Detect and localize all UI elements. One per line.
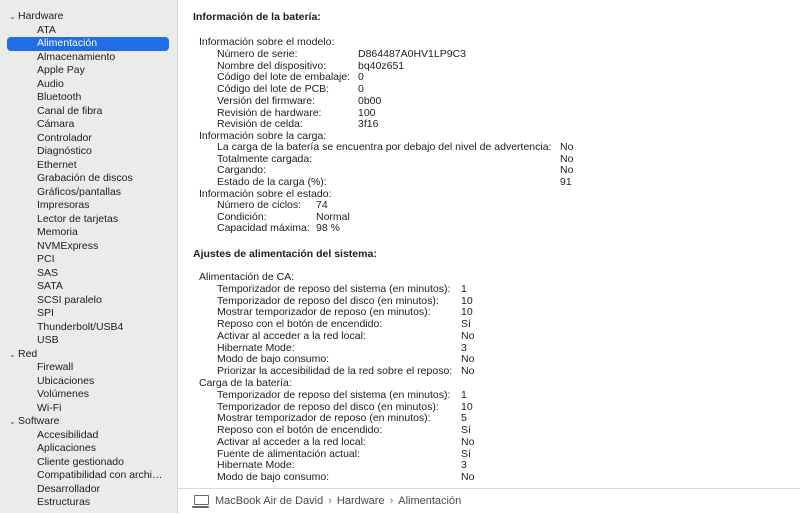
property-value: 1 (461, 283, 467, 295)
property-label: Hibernate Mode: (217, 459, 295, 472)
path-separator: › (328, 495, 332, 507)
property-label: Temporizador de reposo del disco (en minutos): (217, 400, 439, 413)
property-label: Revisión de celda: (217, 118, 303, 131)
sidebar-item[interactable]: Grabación de discos (37, 172, 133, 184)
sidebar-item[interactable]: Cámara (37, 118, 75, 130)
sidebar-item[interactable]: Wi-Fi (37, 401, 62, 414)
property-label: Mostrar temporizador de reposo (en minutos): (217, 306, 431, 319)
path-separator: › (389, 495, 394, 507)
sidebar-group-label: Software (18, 415, 60, 427)
sidebar-item[interactable]: ATA (37, 23, 56, 36)
sidebar-item[interactable]: Alimentación (7, 37, 169, 51)
sidebar-group-software[interactable] (0, 415, 177, 429)
subsection-charge: Información sobre la carga: (199, 130, 327, 142)
sidebar-item[interactable]: SATA (37, 280, 63, 292)
property-value: D864487A0HV1LP9C3 (358, 48, 466, 60)
sidebar-item[interactable]: Gráficos/pantallas (37, 185, 122, 198)
property-label: Modo de bajo consumo: (217, 470, 330, 483)
sidebar-item[interactable]: SPI (37, 307, 54, 319)
property-value: No (461, 353, 475, 366)
sidebar-item[interactable]: Bluetooth (37, 91, 82, 103)
property-value: No (461, 470, 475, 483)
sidebar-item[interactable]: Volúmenes (37, 388, 89, 400)
property-value: 3f16 (358, 118, 379, 131)
property-label: Revisión de hardware: (217, 106, 322, 119)
property-label: Número de ciclos: (217, 199, 302, 211)
sidebar-item[interactable]: PCI (37, 253, 55, 265)
property-label: Fuente de alimentación actual: (217, 447, 361, 460)
property-value: Sí (461, 447, 471, 460)
property-label: Número de serie: (217, 48, 298, 60)
property-value: 98 % (316, 222, 340, 235)
property-value: 1 (461, 389, 467, 401)
property-value: 0 (358, 83, 364, 96)
laptop-icon (194, 495, 209, 505)
property-label: Priorizar la accesibilidad de la red sobre el reposo: (217, 364, 453, 377)
property-value: Normal (316, 210, 350, 223)
property-label: Mostrar temporizador de reposo (en minutos): (217, 412, 431, 425)
chevron-down-icon[interactable]: ⌄ (9, 417, 16, 426)
property-value: 10 (461, 400, 473, 413)
sidebar-list (0, 0, 177, 510)
property-label: Hibernate Mode: (217, 341, 295, 354)
sidebar-item[interactable]: Apple Pay (37, 64, 85, 76)
property-label: Nombre del dispositivo: (217, 59, 327, 72)
sidebar-item[interactable]: SAS (37, 266, 59, 279)
path-item-device[interactable]: MacBook Air de David (215, 495, 324, 507)
property-label: Reposo con el botón de encendido: (217, 318, 383, 331)
section-title-battery: Información de la batería: (193, 11, 321, 23)
sidebar-item[interactable]: Canal de fibra (37, 104, 103, 117)
subsection-model: Información sobre el modelo: (199, 36, 335, 48)
property-value: Sí (461, 318, 471, 331)
sidebar-item[interactable]: Thunderbolt/USB4 (37, 320, 124, 333)
path-bar (178, 488, 800, 514)
property-value: Sí (461, 424, 471, 437)
property-label: Reposo con el botón de encendido: (217, 424, 383, 437)
sidebar-item[interactable]: Ethernet (37, 158, 77, 171)
property-value: bq40z651 (358, 59, 405, 72)
property-label: Condición: (217, 210, 267, 223)
property-label: Versión del firmware: (217, 94, 316, 107)
path-item-category[interactable]: Hardware (336, 495, 385, 507)
sidebar-item[interactable]: USB (37, 334, 59, 346)
property-value: No (560, 164, 574, 177)
property-value: 10 (461, 294, 473, 307)
sidebar-item[interactable]: Firewall (37, 361, 74, 373)
property-value: No (560, 152, 574, 165)
sidebar-item[interactable]: NVMExpress (37, 239, 99, 252)
sidebar-item[interactable]: Ubicaciones (37, 374, 95, 387)
property-value: 0 (358, 71, 364, 84)
property-value: 3 (461, 459, 467, 472)
property-label: Cargando: (217, 164, 267, 177)
property-value: 3 (461, 341, 467, 354)
sidebar-item[interactable]: Lector de tarjetas (37, 212, 119, 225)
property-label: Activar al acceder a la red local: (217, 435, 366, 448)
sidebar-item[interactable]: Memoria (37, 226, 78, 238)
property-label: Estado de la carga (%): (217, 176, 327, 189)
sidebar-item[interactable]: Diagnóstico (37, 145, 92, 157)
property-label: La carga de la batería se encuentra por debajo del nivel de advertencia: (217, 141, 552, 153)
sidebar-group-hardware[interactable] (0, 10, 177, 24)
sidebar-item[interactable]: Cliente gestionado (37, 455, 124, 468)
sidebar-item[interactable]: SCSI paralelo (37, 293, 102, 306)
property-value: No (560, 141, 574, 153)
chevron-down-icon[interactable]: ⌄ (9, 349, 16, 359)
chevron-down-icon[interactable]: ⌄ (9, 12, 16, 21)
section-title-power: Ajustes de alimentación del sistema: (193, 248, 377, 260)
sidebar-item[interactable]: Desarrollador (37, 482, 101, 495)
property-label: Código del lote de embalaje: (217, 71, 351, 84)
property-value: 100 (358, 106, 376, 119)
property-value: 91 (560, 176, 572, 189)
sidebar-group-red[interactable] (0, 348, 177, 362)
property-value: 0b00 (358, 94, 382, 107)
property-label: Modo de bajo consumo: (217, 353, 330, 366)
detail-pane (178, 0, 800, 488)
subsection-battery-power: Carga de la batería: (199, 377, 292, 389)
property-label: Temporizador de reposo del sistema (en minutos): (217, 283, 451, 295)
subsection-status: Información sobre el estado: (199, 188, 332, 200)
sidebar (0, 0, 178, 513)
sidebar-item[interactable]: Impresoras (37, 199, 90, 211)
sidebar-item[interactable]: Almacenamiento (37, 50, 116, 63)
sidebar-item[interactable]: Estructuras (37, 496, 91, 508)
sidebar-group-label: Red (18, 347, 38, 360)
sidebar-item[interactable]: Compatibilidad con archi… (37, 469, 163, 481)
sidebar-item[interactable]: Aplicaciones (37, 442, 96, 454)
property-label: Totalmente cargada: (217, 152, 313, 165)
sidebar-item[interactable]: Audio (37, 77, 64, 90)
path-item-current[interactable]: Alimentación (398, 495, 462, 507)
sidebar-group-label: Hardware (18, 10, 64, 22)
property-value: No (461, 329, 475, 342)
property-label: Activar al acceder a la red local: (217, 329, 366, 342)
property-value: No (461, 364, 475, 377)
sidebar-item[interactable]: Accesibilidad (37, 428, 99, 441)
sidebar-item[interactable]: Controlador (37, 131, 92, 144)
property-value: 74 (316, 199, 328, 211)
subsection-ac: Alimentación de CA: (199, 271, 295, 283)
property-label: Temporizador de reposo del sistema (en minutos): (217, 389, 451, 401)
property-value: No (461, 435, 475, 448)
property-label: Capacidad máxima: (217, 222, 310, 235)
property-value: 10 (461, 306, 473, 319)
property-label: Temporizador de reposo del disco (en minutos): (217, 294, 439, 307)
property-value: 5 (461, 412, 467, 425)
property-label: Código del lote de PCB: (217, 83, 330, 96)
